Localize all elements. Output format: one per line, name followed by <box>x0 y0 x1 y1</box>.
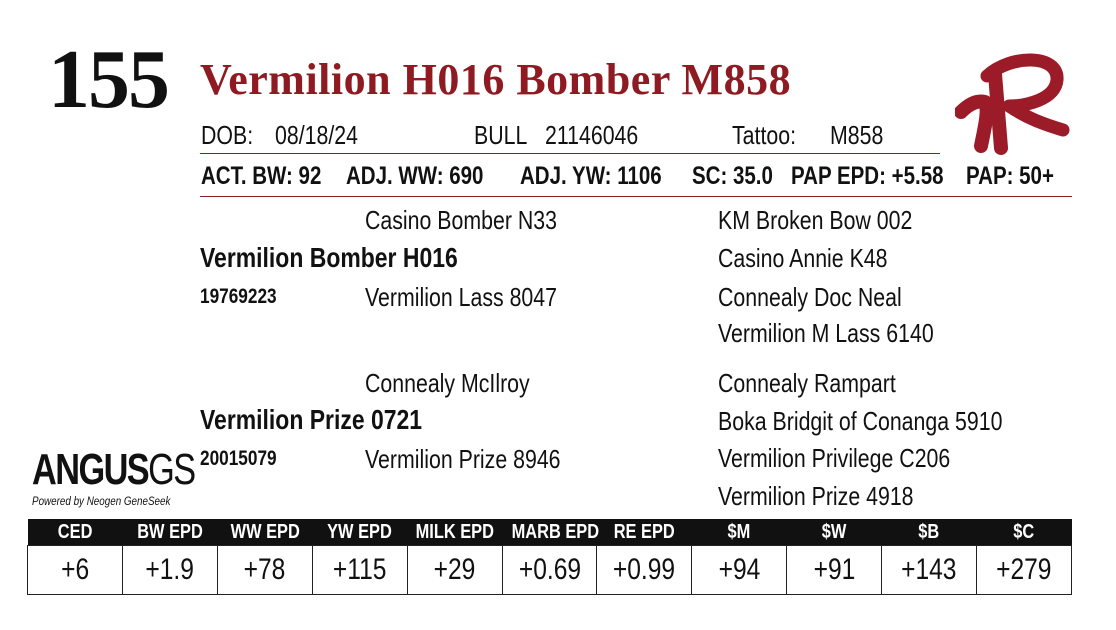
dob-value: 08/18/24 <box>275 120 358 150</box>
pedigree-sds: Connealy Doc Neal <box>718 282 902 312</box>
tattoo-value: M858 <box>830 120 884 150</box>
act-bw: ACT. BW: 92 <box>201 162 322 190</box>
epd-header-row <box>28 519 1072 546</box>
epd-value: +94 <box>692 546 787 595</box>
epd-value: +0.69 <box>502 546 597 595</box>
pedigree-sire-reg: 19769223 <box>200 285 277 308</box>
pap: PAP: 50+ <box>966 162 1054 190</box>
adj-yw: ADJ. YW: 1106 <box>520 162 662 190</box>
pap-epd: PAP EPD: +5.58 <box>791 162 944 190</box>
pedigree-dam-reg: 20015079 <box>200 447 277 470</box>
tattoo-label: Tattoo: <box>732 120 797 150</box>
epd-value: +91 <box>787 546 882 595</box>
epd-header: BW EPD <box>122 519 217 546</box>
epd-header: $M <box>692 519 787 546</box>
pedigree-dds: Vermilion Privilege C206 <box>718 443 951 473</box>
divider-top <box>200 153 940 154</box>
pedigree-sire-dam: Vermilion Lass 8047 <box>365 282 557 312</box>
epd-header: $C <box>977 519 1072 546</box>
ranch-brand-logo <box>955 50 1070 155</box>
epd-value: +1.9 <box>122 546 217 595</box>
divider-bottom <box>200 196 1072 197</box>
epd-value: +115 <box>312 546 407 595</box>
pedigree-ssd: Casino Annie K48 <box>718 243 888 273</box>
pedigree-ddd: Vermilion Prize 4918 <box>718 481 914 511</box>
epd-value: +143 <box>882 546 977 595</box>
angus-gs-logo <box>32 445 195 508</box>
pedigree-sdd: Vermilion M Lass 6140 <box>718 318 934 348</box>
epd-header: RE EPD <box>597 519 692 546</box>
epd-table <box>27 519 1072 595</box>
epd-header: $B <box>882 519 977 546</box>
logo-tagline: Powered by Neogen GeneSeek <box>32 494 171 508</box>
pedigree-dam-sire: Connealy McIlroy <box>365 368 530 398</box>
registration-number: 21146046 <box>545 120 639 150</box>
pedigree-dsd: Boka Bridgit of Conanga 5910 <box>718 406 1003 436</box>
epd-header: $W <box>787 519 882 546</box>
adj-ww: ADJ. WW: 690 <box>346 162 484 190</box>
pedigree-sire-sire: Casino Bomber N33 <box>365 205 557 235</box>
epd-header: MILK EPD <box>407 519 502 546</box>
scrotal-circumference: SC: 35.0 <box>692 162 773 190</box>
epd-header: MARB EPD <box>502 519 597 546</box>
epd-value: +279 <box>977 546 1072 595</box>
animal-name: Vermilion H016 Bomber M858 <box>200 55 792 104</box>
epd-header: WW EPD <box>217 519 312 546</box>
logo-gs-text: GS <box>148 445 195 494</box>
pedigree-dam-dam: Vermilion Prize 8946 <box>365 444 561 474</box>
epd-value: +29 <box>407 546 502 595</box>
epd-value: +0.99 <box>597 546 692 595</box>
logo-angus-text: ANGUS <box>32 445 149 494</box>
sex-label: BULL <box>474 120 528 150</box>
pedigree-dss: Connealy Rampart <box>718 368 896 398</box>
epd-value-row <box>28 546 1072 595</box>
pedigree-sss: KM Broken Bow 002 <box>718 205 913 235</box>
lot-number: 155 <box>48 33 168 126</box>
epd-value: +6 <box>28 546 123 595</box>
epd-value: +78 <box>217 546 312 595</box>
pedigree-dam: Vermilion Prize 0721 <box>200 404 423 435</box>
pedigree-sire: Vermilion Bomber H016 <box>200 242 458 273</box>
dob-label: DOB: <box>201 120 254 150</box>
epd-header: YW EPD <box>312 519 407 546</box>
epd-header: CED <box>28 519 123 546</box>
